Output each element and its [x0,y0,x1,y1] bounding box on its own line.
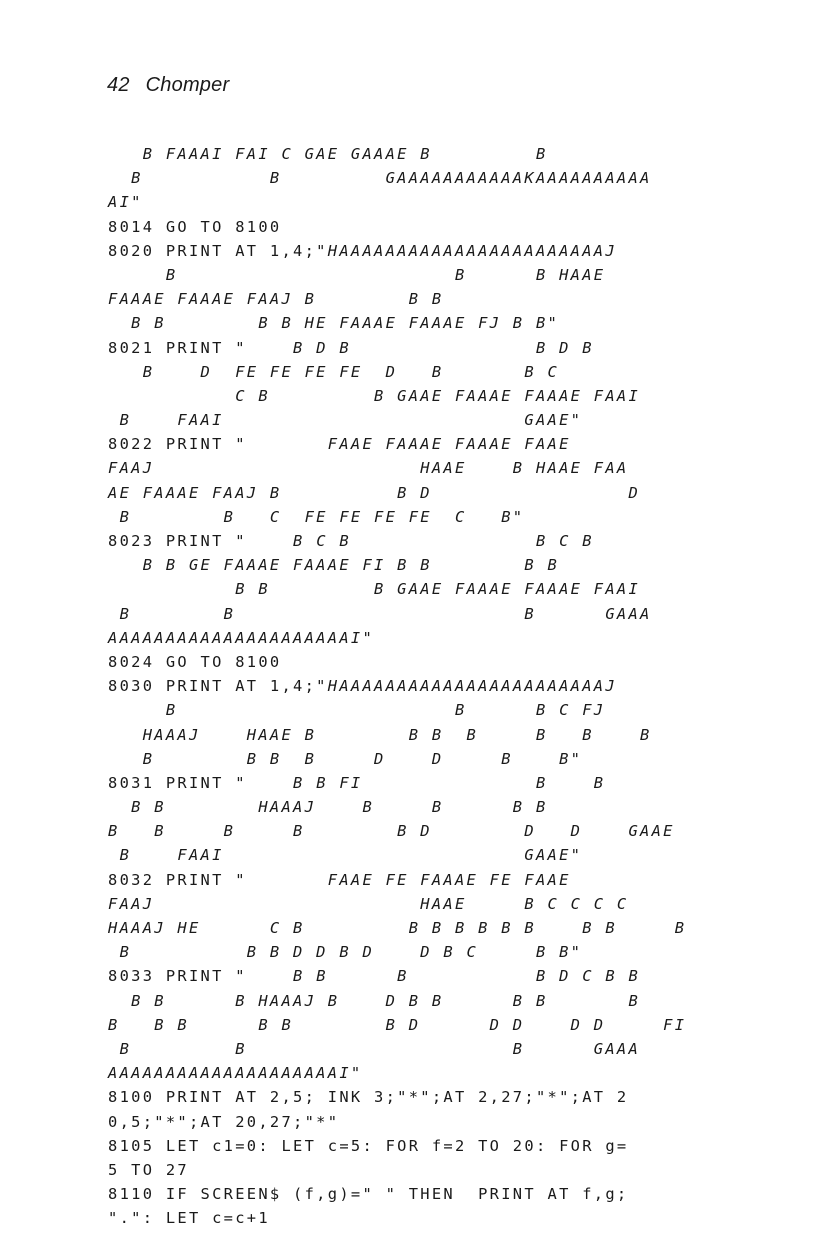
code-line [108,989,748,1013]
graphics-string: B B GAAAAAAAAAAAKAAAAAAAAAA [108,169,652,188]
code-line [108,964,748,988]
graphics-string: B B B B D C B B [246,967,641,986]
graphics-string: B B FI B B [246,773,606,792]
code-line [108,698,748,722]
graphics-string: AE FAAAE FAAJ B B D D [108,483,641,502]
basic-code: 8014 GO TO 8100 [108,217,282,236]
code-line [108,481,748,505]
graphics-string: HAAAJ HE C B B B B B B B B B B [108,919,687,937]
graphics-string: B D B B D B [246,338,594,357]
code-line [108,674,748,698]
basic-code: 0,5;"*";AT 20,27;"*" [108,1112,340,1131]
code-line [108,505,748,529]
code-line [108,384,748,408]
basic-code: 8110 IF SCREEN$ (f,g)=" " THEN PRINT AT f,g; [108,1185,629,1204]
graphics-string: B B C FE FE FE FE C B" [108,507,525,526]
basic-code: 8030 PRINT AT 1,4;" [108,677,328,696]
basic-code: 8032 PRINT " [108,870,247,889]
graphics-string: AAAAAAAAAAAAAAAAAAAAI" [108,1064,363,1083]
graphics-string: AAAAAAAAAAAAAAAAAAAAAI" [108,628,375,647]
graphics-string: B B GE FAAAE FAAAE FI B B B B [108,556,560,575]
graphics-string: B B B GAAA [108,1039,641,1058]
graphics-string: FAAE FE FAAAE FE FAAE [246,870,571,889]
code-line [108,650,748,674]
code-line [108,287,748,311]
code-line [108,626,748,650]
code-line [108,795,748,819]
code-line [108,553,748,577]
basic-code: 8024 GO TO 8100 [108,652,282,671]
graphics-string: B B B C FJ [108,701,606,720]
code-line [108,1182,748,1206]
basic-code: 8022 PRINT " [108,435,247,454]
code-line [108,456,748,480]
code-line [108,723,748,747]
code-line [108,239,748,263]
code-line [108,215,748,239]
graphics-string: B B B D D B D D B C B B" [108,943,583,962]
basic-code: 8105 LET c1=0: LET c=5: FOR f=2 TO 20: FOR g= [108,1136,629,1155]
graphics-string: FAAJ HAAE B C C C C [108,894,629,913]
graphics-string: B B HAAAJ B B B B [108,798,548,817]
basic-code: 8020 PRINT AT 1,4;" [108,241,328,260]
code-line [108,577,748,601]
graphics-string: B B B B HE FAAAE FAAAE FJ B B" [108,314,560,333]
graphics-string: AI" [108,193,143,212]
code-line [108,747,748,771]
code-line [108,408,748,432]
code-line [108,602,748,626]
code-line [108,529,748,553]
page-number: 42 [107,74,130,96]
code-line [108,1158,748,1182]
code-line [108,868,748,892]
program-listing [108,142,748,1230]
graphics-string: B B B B B B D D D D D FI [108,1015,687,1034]
code-line [108,1085,748,1109]
graphics-string: HAAAAAAAAAAAAAAAAAAAAAAAJ [327,677,617,696]
graphics-string: B B B B D D B B" [108,749,583,768]
graphics-string: FAAJ HAAE B HAAE FAA [108,459,629,478]
basic-code: 8021 PRINT " [108,338,247,357]
basic-code: 8031 PRINT " [108,773,247,792]
code-line [108,1037,748,1061]
code-line [108,1110,748,1134]
graphics-string: HAAAJ HAAE B B B B B B B [108,725,652,744]
graphics-string: B B B B B D D D GAAE [108,822,675,841]
code-line [108,190,748,214]
graphics-string: B FAAAI FAI C GAE GAAAE B B [108,145,548,163]
code-line [108,336,748,360]
basic-code: ".": LET c=c+1 [108,1209,270,1228]
graphics-string: B B B HAAE [108,265,606,284]
graphics-string: FAAAE FAAAE FAAJ B B B [108,290,444,309]
chapter-title: Chomper [145,74,230,96]
graphics-string: C B B GAAE FAAAE FAAAE FAAI [108,386,641,405]
basic-code: 8033 PRINT " [108,967,247,986]
code-line [108,1013,748,1037]
graphics-string: B B B HAAAJ B D B B B B B [108,991,641,1010]
graphics-string: B B B GAAA [108,604,652,623]
graphics-string: B D FE FE FE FE D B B C [108,362,560,381]
basic-code: 8100 PRINT AT 2,5; INK 3;"*";AT 2,27;"*";AT 2 [108,1088,629,1107]
page-header [107,74,229,97]
code-line [108,892,748,916]
code-line [108,940,748,964]
code-line [108,916,748,940]
code-line [108,360,748,384]
code-line [108,166,748,190]
code-line [108,432,748,456]
code-line [108,1206,748,1230]
code-line [108,819,748,843]
code-line [108,263,748,287]
graphics-string: FAAE FAAAE FAAAE FAAE [246,435,571,454]
code-line [108,142,748,166]
basic-code: 8023 PRINT " [108,532,247,550]
basic-code: 5 TO 27 [108,1160,189,1179]
graphics-string: B FAAI GAAE" [108,846,583,865]
code-line [108,311,748,335]
code-line [108,1134,748,1158]
code-line [108,1061,748,1085]
graphics-string: HAAAAAAAAAAAAAAAAAAAAAAAJ [327,241,617,260]
graphics-string: B B B GAAE FAAAE FAAAE FAAI [108,580,641,599]
code-line [108,771,748,795]
code-line [108,843,748,867]
graphics-string: B FAAI GAAE" [108,411,583,430]
graphics-string: B C B B C B [246,532,594,550]
